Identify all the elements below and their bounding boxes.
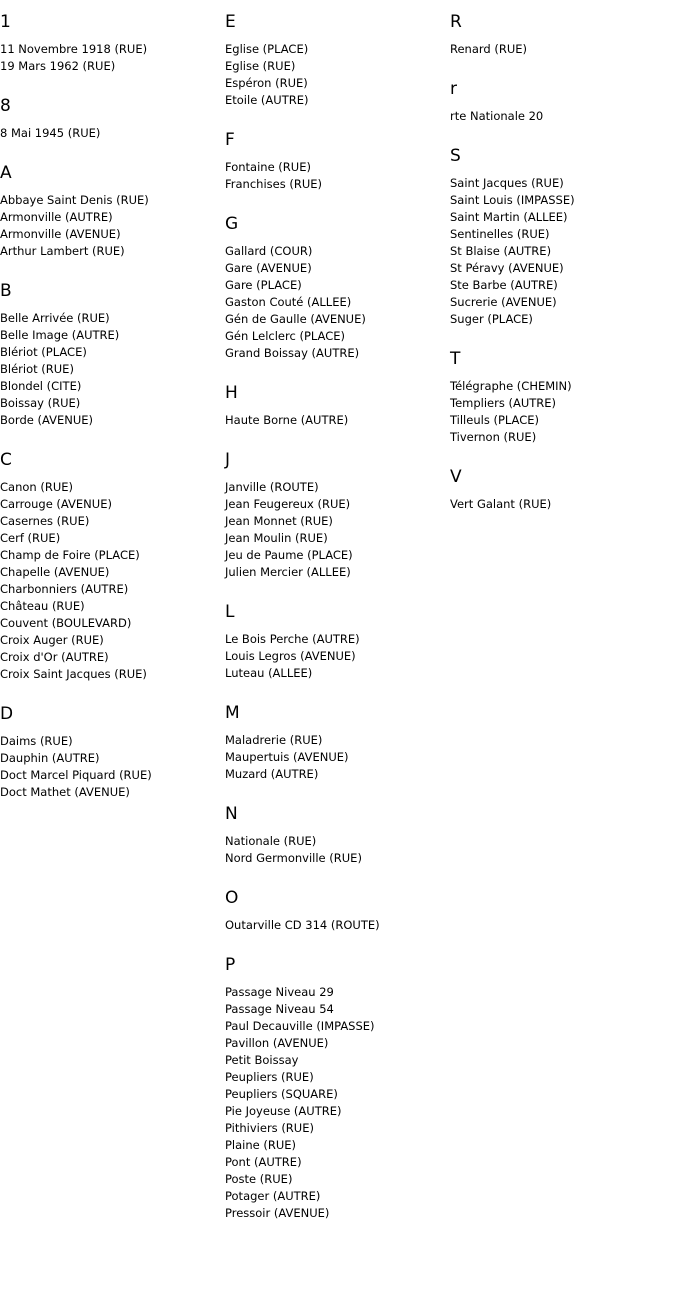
street-item[interactable]: Haute Borne (AUTRE): [225, 413, 349, 427]
street-item[interactable]: Borde (AVENUE): [0, 413, 94, 427]
street-item[interactable]: Peupliers (RUE): [225, 1070, 314, 1084]
letter-group: [450, 145, 672, 328]
letter-group: [0, 703, 222, 801]
street-item[interactable]: Outarville CD 314 (ROUTE): [225, 918, 380, 932]
letter-heading: M: [225, 703, 240, 723]
letter-heading: r: [450, 79, 457, 99]
street-list: [0, 479, 222, 683]
letter-group: [225, 954, 447, 1222]
street-item[interactable]: rte Nationale 20: [450, 109, 544, 123]
street-list: [450, 378, 672, 446]
street-item[interactable]: Saint Jacques (RUE): [450, 176, 564, 190]
street-item[interactable]: Luteau (ALLEE): [225, 666, 313, 680]
street-item[interactable]: Espéron (RUE): [225, 76, 308, 90]
letter-heading: D: [0, 704, 14, 724]
street-list: [225, 917, 447, 934]
street-item[interactable]: Blériot (PLACE): [0, 345, 87, 359]
street-item[interactable]: Nord Germonville (RUE): [225, 851, 362, 865]
street-item[interactable]: Saint Martin (ALLEE): [450, 210, 568, 224]
letter-group: [225, 601, 447, 682]
street-item[interactable]: Armonville (AUTRE): [0, 210, 113, 224]
street-list: [0, 310, 222, 429]
street-item[interactable]: Doct Mathet (AVENUE): [0, 785, 130, 799]
street-item[interactable]: Jeu de Paume (PLACE): [225, 548, 353, 562]
street-item[interactable]: Petit Boissay: [225, 1053, 299, 1067]
letter-heading: 8: [0, 96, 11, 116]
street-item[interactable]: St Péravy (AVENUE): [450, 261, 564, 275]
letter-heading: G: [225, 214, 239, 234]
street-item[interactable]: Vert Galant (RUE): [450, 497, 552, 511]
letter-heading: C: [0, 450, 12, 470]
street-item[interactable]: Télégraphe (CHEMIN): [450, 379, 572, 393]
street-item[interactable]: Paul Decauville (IMPASSE): [225, 1019, 375, 1033]
letter-group: [225, 449, 447, 581]
letter-group: [225, 803, 447, 867]
street-item[interactable]: Poste (RUE): [225, 1172, 293, 1186]
street-item[interactable]: Eglise (RUE): [225, 59, 296, 73]
street-item[interactable]: Maupertuis (AVENUE): [225, 750, 349, 764]
street-item[interactable]: Etoile (AUTRE): [225, 93, 309, 107]
street-item[interactable]: Sucrerie (AVENUE): [450, 295, 557, 309]
street-item[interactable]: Tivernon (RUE): [450, 430, 537, 444]
street-item[interactable]: 11 Novembre 1918 (RUE): [0, 42, 148, 56]
street-item[interactable]: Tilleuls (PLACE): [450, 413, 540, 427]
street-index-column-2: [225, 11, 447, 1222]
street-item[interactable]: Louis Legros (AVENUE): [225, 649, 356, 663]
street-item[interactable]: Arthur Lambert (RUE): [0, 244, 125, 258]
letter-group: [450, 466, 672, 513]
street-item[interactable]: Muzard (AUTRE): [225, 767, 319, 781]
street-item[interactable]: Janville (ROUTE): [225, 480, 319, 494]
street-item[interactable]: Gare (PLACE): [225, 278, 302, 292]
letter-heading: E: [225, 12, 236, 32]
street-item[interactable]: Passage Niveau 54: [225, 1002, 334, 1016]
street-list: [450, 41, 672, 58]
street-item[interactable]: Sentinelles (RUE): [450, 227, 550, 241]
letter-heading: F: [225, 130, 235, 150]
street-item[interactable]: Gaston Couté (ALLEE): [225, 295, 352, 309]
letter-group: [225, 213, 447, 362]
letter-heading: L: [225, 602, 235, 622]
street-item[interactable]: Carrouge (AVENUE): [0, 497, 112, 511]
street-list: [225, 159, 447, 193]
letter-group: [0, 11, 222, 75]
letter-group: [0, 162, 222, 260]
letter-heading: S: [450, 146, 461, 166]
street-index-column-3: [450, 11, 672, 513]
street-item[interactable]: Croix Saint Jacques (RUE): [0, 667, 147, 681]
street-item[interactable]: Charbonniers (AUTRE): [0, 582, 129, 596]
street-item[interactable]: Templiers (AUTRE): [450, 396, 557, 410]
letter-group: [225, 702, 447, 783]
street-item[interactable]: Peupliers (SQUARE): [225, 1087, 338, 1101]
letter-heading: O: [225, 888, 239, 908]
letter-heading: B: [0, 281, 12, 301]
street-list: [0, 125, 222, 142]
street-list: [450, 496, 672, 513]
street-list: [225, 412, 447, 429]
letter-heading: A: [0, 163, 12, 183]
street-item[interactable]: Nationale (RUE): [225, 834, 317, 848]
letter-group: [225, 11, 447, 109]
street-item[interactable]: Croix Auger (RUE): [0, 633, 104, 647]
street-item[interactable]: Pie Joyeuse (AUTRE): [225, 1104, 342, 1118]
street-item[interactable]: Jean Feugereux (RUE): [225, 497, 351, 511]
street-item[interactable]: Saint Louis (IMPASSE): [450, 193, 575, 207]
street-item[interactable]: Couvent (BOULEVARD): [0, 616, 132, 630]
street-index-column-1: [0, 11, 222, 801]
street-item[interactable]: Julien Mercier (ALLEE): [225, 565, 351, 579]
street-list: [225, 41, 447, 109]
street-item[interactable]: 8 Mai 1945 (RUE): [0, 126, 101, 140]
letter-heading: V: [450, 467, 462, 487]
street-item[interactable]: Fontaine (RUE): [225, 160, 311, 174]
letter-heading: R: [450, 12, 462, 32]
letter-group: [450, 348, 672, 446]
street-item[interactable]: Ste Barbe (AUTRE): [450, 278, 558, 292]
street-item[interactable]: Abbaye Saint Denis (RUE): [0, 193, 149, 207]
letter-group: [225, 887, 447, 934]
street-item[interactable]: Jean Moulin (RUE): [225, 531, 328, 545]
letter-heading: P: [225, 955, 236, 975]
letter-heading: 1: [0, 12, 11, 32]
street-list: [0, 41, 222, 75]
letter-group: [450, 78, 672, 125]
street-item[interactable]: Renard (RUE): [450, 42, 528, 56]
letter-heading: N: [225, 804, 238, 824]
street-list: [225, 984, 447, 1222]
street-item[interactable]: Grand Boissay (AUTRE): [225, 346, 360, 360]
street-item[interactable]: Belle Image (AUTRE): [0, 328, 120, 342]
letter-group: [225, 129, 447, 193]
street-item[interactable]: Champ de Foire (PLACE): [0, 548, 140, 562]
street-item[interactable]: Gén de Gaulle (AVENUE): [225, 312, 366, 326]
street-item[interactable]: Croix d'Or (AUTRE): [0, 650, 109, 664]
street-item[interactable]: Potager (AUTRE): [225, 1189, 321, 1203]
street-item[interactable]: Franchises (RUE): [225, 177, 323, 191]
street-list: [0, 733, 222, 801]
street-list: [225, 833, 447, 867]
street-item[interactable]: Le Bois Perche (AUTRE): [225, 632, 360, 646]
street-item[interactable]: Pavillon (AVENUE): [225, 1036, 329, 1050]
letter-group: [0, 280, 222, 429]
street-item[interactable]: Suger (PLACE): [450, 312, 533, 326]
street-list: [225, 479, 447, 581]
street-item[interactable]: Plaine (RUE): [225, 1138, 297, 1152]
street-item[interactable]: Blériot (RUE): [0, 362, 74, 376]
street-item[interactable]: Pressoir (AVENUE): [225, 1206, 330, 1220]
street-item[interactable]: Daims (RUE): [0, 734, 73, 748]
letter-heading: H: [225, 383, 238, 403]
letter-heading: J: [225, 450, 231, 470]
street-item[interactable]: 19 Mars 1962 (RUE): [0, 59, 116, 73]
street-item[interactable]: Canon (RUE): [0, 480, 73, 494]
letter-group: [0, 95, 222, 142]
street-item[interactable]: Doct Marcel Piquard (RUE): [0, 768, 152, 782]
street-item[interactable]: Eglise (PLACE): [225, 42, 309, 56]
street-item[interactable]: Pont (AUTRE): [225, 1155, 302, 1169]
street-item[interactable]: Passage Niveau 29: [225, 985, 334, 999]
street-list: [225, 631, 447, 682]
street-item[interactable]: Gén Lelclerc (PLACE): [225, 329, 345, 343]
street-item[interactable]: Casernes (RUE): [0, 514, 90, 528]
street-item[interactable]: Chapelle (AVENUE): [0, 565, 110, 579]
letter-heading: T: [450, 349, 461, 369]
street-list: [225, 243, 447, 362]
street-item[interactable]: Boissay (RUE): [0, 396, 81, 410]
street-list: [0, 192, 222, 260]
street-item[interactable]: Cerf (RUE): [0, 531, 61, 545]
street-item[interactable]: Armonville (AVENUE): [0, 227, 121, 241]
letter-group: [225, 382, 447, 429]
street-item[interactable]: Pithiviers (RUE): [225, 1121, 314, 1135]
street-item[interactable]: Belle Arrivée (RUE): [0, 311, 110, 325]
street-item[interactable]: Blondel (CITE): [0, 379, 82, 393]
street-list: [225, 732, 447, 783]
street-item[interactable]: Gare (AVENUE): [225, 261, 312, 275]
street-item[interactable]: Jean Monnet (RUE): [225, 514, 333, 528]
street-list: [450, 108, 672, 125]
street-item[interactable]: Gallard (COUR): [225, 244, 313, 258]
street-list: [450, 175, 672, 328]
street-item[interactable]: Château (RUE): [0, 599, 85, 613]
street-item[interactable]: Maladrerie (RUE): [225, 733, 323, 747]
street-item[interactable]: St Blaise (AUTRE): [450, 244, 552, 258]
street-item[interactable]: Dauphin (AUTRE): [0, 751, 100, 765]
letter-group: [450, 11, 672, 58]
letter-group: [0, 449, 222, 683]
